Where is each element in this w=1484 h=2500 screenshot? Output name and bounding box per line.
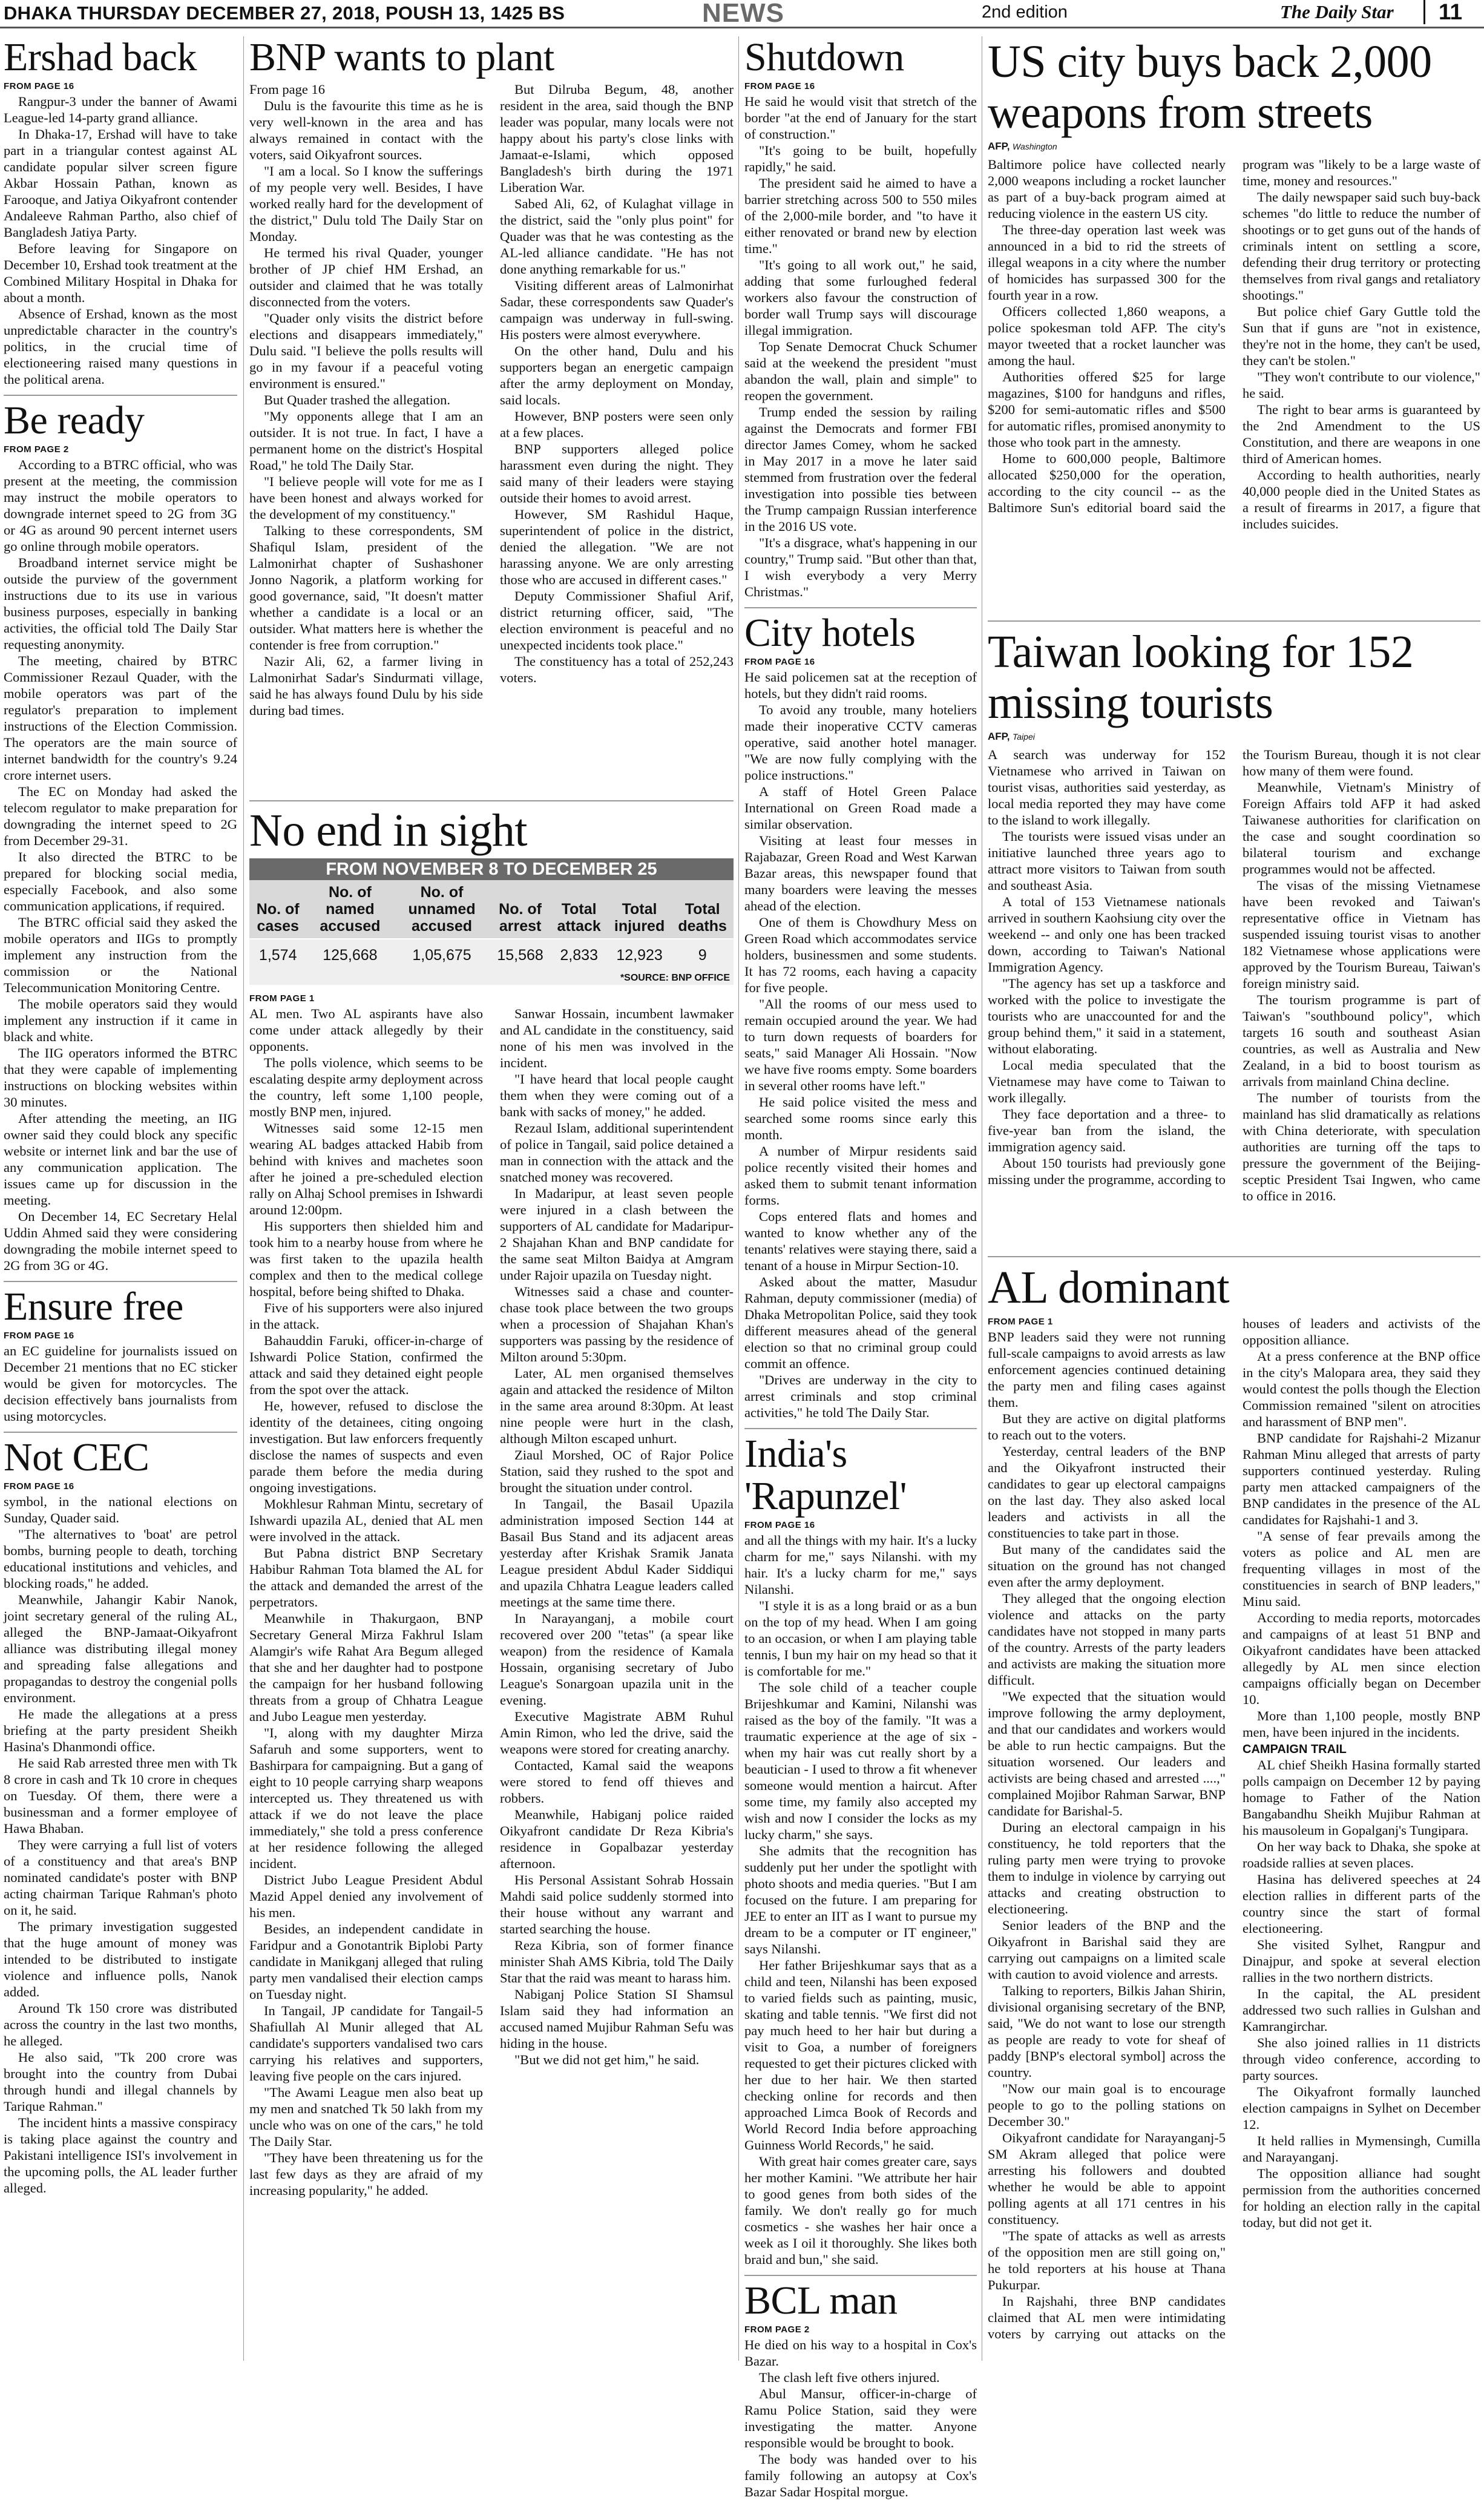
paragraph: A staff of Hotel Green Palace International on Green Road made a similar observation. [744, 784, 977, 832]
paragraph: They alleged that the ongoing election violence and attacks on the party candidates have not stopped in many parts of the country. Arrests of the party leaders and activists are making the situation more difficult. [988, 1591, 1226, 1688]
paragraph: Cops entered flats and homes and wanted to know whether any of the tenants' relatives were staying there, said a tenant of a house in Mirpur Section-10. [744, 1209, 977, 1273]
byline-place: Taipei [1013, 732, 1035, 742]
paragraph: More than 1,100 people, mostly BNP men, have been injured in the incidents. [1243, 1708, 1480, 1740]
paragraph: According to media reports, motorcades and campaigns of at least 51 BNP and Oikyafront candidates have been attacked allegedly by AL men since election campaigns officially began on December 10. [1243, 1610, 1480, 1707]
story-body [988, 156, 1480, 532]
story-taiwan-missing-tourists [988, 627, 1480, 1253]
paragraph: But Quader trashed the allegation. [264, 392, 451, 407]
paragraph: He termed his rival Quader, younger brother of JP chief HM Ershad, an outsider and claimed that he was totally disconnected from the voters. [249, 245, 483, 309]
byline [988, 731, 1480, 743]
paragraph: The opposition alliance had sought permission from the authorities concerned for holding an election rally in the capital today, but did not get it. [1243, 2166, 1480, 2230]
paragraph: The incident hints a massive conspiracy is taking place against the country and Pakistani intelligence ISI's involvement in the upcoming polls, the AL leader further alleged. [4, 2115, 237, 2196]
story-body [4, 93, 237, 387]
story-city-hotels [744, 612, 977, 1421]
paragraph: Sanwar Hossain, incumbent lawmaker and AL candidate in the constituency, said none of his men was involved in the incident. [500, 1006, 734, 1070]
paragraph: Local media speculated that the Vietnamese may have come to Taiwan to work illegally. [988, 1058, 1226, 1105]
paragraph: Ziaul Morshed, OC of Rajor Police Station, said they rushed to the spot and brought the situation under control. [500, 1447, 734, 1495]
table-title: FROM NOVEMBER 8 TO DECEMBER 25 [249, 858, 734, 880]
story-divider [988, 1256, 1480, 1257]
headline: BCL man [744, 2278, 898, 2323]
paragraph: "I, along with my daughter Mirza Safaruh and some supporters, went to Bashirpara for campaigning. But a gang of eight to 10 people carrying sharp weapons intercepted us. They threatened us with attack if we do not leave the place immediately," she told a press conference at her residence following the alleged incident. [249, 1725, 483, 1871]
jump-label: FROM PAGE 16 [744, 657, 815, 667]
jump-label: FROM PAGE 2 [4, 444, 69, 455]
paragraph: She also joined rallies in 11 districts through video conference, according to party sources. [1243, 2035, 1480, 2083]
paragraph: Asked about the matter, Masudur Rahman, deputy commissioner (media) of Dhaka Metropolitan Police, said they took different measures ahead of the general election so that no criminal group could commit an offence. [744, 1274, 977, 1371]
paragraph: Meanwhile, Habiganj police raided Oikyafront candidate Dr Reza Kibria's residence in Gopalbazar yesterday afternoon. [500, 1807, 734, 1871]
paragraph: Deputy Commissioner Shafiul Arif, district returning officer, said, "The election environment is peaceful and no unexpected incidents took place." [500, 588, 734, 653]
byline [988, 140, 1480, 153]
story-divider [4, 395, 237, 396]
paragraph: But they are active on digital platforms to reach out to the voters. [988, 1411, 1226, 1442]
paragraph: Five of his supporters were also injured in the attack. [249, 1300, 483, 1332]
jump-label: FROM PAGE 1 [249, 993, 315, 1004]
paragraph: The Oikyafront formally launched election campaigns in Sylhet on December 12. [1243, 2084, 1480, 2132]
paragraph: "The alternatives to 'boat' are petrol bombs, burning people to death, torching educational institutions and vehicles, and blocking roads," he added. [4, 1527, 237, 1591]
paragraph: But many of the candidates said the situation on the ground has not changed even after the army deployment. [988, 1542, 1226, 1590]
paragraph: The right to bear arms is guaranteed by the 2nd Amendment to the US Constitution, and there are weapons in one third of American homes. [1243, 402, 1480, 466]
paragraph: However, BNP posters were seen only at a few places. [500, 409, 734, 440]
paragraph: BNP leaders said they were not running full-scale campaigns to avoid arrests as law enforcement agencies continued detaining the party men and filing cases against them. [988, 1329, 1226, 1410]
story-divider [744, 2275, 977, 2276]
paragraph: Visiting different areas of Lalmonirhat Sadar, these correspondents saw Quader's campaign was underway in full-swing. His posters were almost everywhere. [500, 278, 734, 342]
headline: Be ready [4, 398, 145, 442]
table-header-row [249, 880, 734, 939]
story-body [249, 81, 734, 719]
paragraph: The EC on Monday had asked the telecom regulator to make preparation for downgrading the internet speed to 2G from December 29-31. [4, 784, 237, 848]
paragraph: With great hair comes greater care, says her mother Kamini. "We attribute her hair to good genes from both sides of the family. We don't really go for much cosmetics - she washes her hair once a week as I oil it thoroughly. She likes both braid and bun," she said. [744, 2154, 977, 2267]
paragraph: In Rajshahi, three BNP candidates claimed that AL men were intimidating voters by carrying out attacks on the houses of leaders and activists of the opposition alliance. [988, 1316, 1480, 2341]
section-label: NEWS [696, 0, 790, 28]
paragraph: The primary investigation suggested that the huge amount of money was intended to be distributed to instigate violence and influence polls, Nanok added. [4, 1919, 237, 1999]
paragraph: The president said he aimed to have a barrier stretching across 500 to 550 miles of the 2,000-mile border, and "to have it either renovated or brand new by election time." [744, 176, 977, 256]
table-source: *SOURCE: BNP OFFICE [249, 972, 734, 985]
table-header-cell: No. of cases [249, 880, 306, 939]
table-header-cell: Total attack [551, 880, 608, 939]
table-value-cell: 2,833 [551, 939, 608, 972]
paragraph: Before leaving for Singapore on December 10, Ershad took treatment at the Combined Military Hospital in Dhaka for about a month. [4, 241, 237, 305]
paragraph: "It's going to be built, hopefully rapidly," he said. [744, 143, 977, 174]
paragraph: The number of tourists from the mainland has slid dramatically as relations with China deteriorate, with speculation authorities are turning off the taps to pressure the government of the Beijing-sceptic President Tsai Ingwen, who came to office in 2016. [1243, 1090, 1480, 1203]
jump-label: FROM PAGE 16 [744, 1520, 815, 1530]
paragraph: He said he would visit that stretch of the border "at the end of January for the start of construction." [744, 94, 977, 142]
paragraph: "We expected that the situation would improve following the army deployment, and that our candidates and workers would be able to run hectic campaigns. But the situation worsened. Our leaders and activists are being chased and arrested ....," complained Mojibor Rahman Sarwar, BNP candidate for Barishal-5. [988, 1689, 1226, 1818]
paragraph: Bahauddin Faruki, officer-in-charge of Ishwardi Police Station, confirmed the attack and said they detained eight people from the spot over the attack. [249, 1333, 483, 1397]
paragraph: Talking to these correspondents, SM Shafiqul Islam, president of the Lalmonirhat chapter of Sushashoner Jonno Nagorik, a platform working for good governance, said, "It doesn't matter whether a candidate is a local or an outsider. What matters here is whether the contender is free from corruption." [249, 523, 483, 653]
paragraph: "The Awami League men also beat up my men and snatched Tk 50 lakh from my uncle who was on one of the cars," he told The Daily Star. [249, 2085, 483, 2149]
story-bcl-man [744, 2280, 977, 2500]
paragraph: Abul Mansur, officer-in-charge of Ramu Police Station, said they were investigating the matter. Anyone responsible would be brought to book. [744, 2386, 977, 2450]
byline-place: Washington [1013, 142, 1057, 151]
story-body [744, 669, 977, 1421]
paragraph: "The agency has set up a taskforce and worked with the police to investigate the tourists who are unaccounted for and the group behind them," it said in a statement, without elaborating. [988, 976, 1226, 1056]
paragraph: Baltimore police have collected nearly 2,000 weapons including a rocket launcher as part of a buy-back program aimed at reducing violence in the eastern US city. [988, 157, 1226, 221]
paragraph: One of them is Chowdhury Mess on Green Road which accommodates service holders, businessmen and some students. It has 72 rooms, each having a capacity for five people. [744, 915, 977, 995]
table-value-cell: 125,668 [306, 939, 393, 972]
paragraph: "They won't contribute to our violence," he said. [1243, 369, 1480, 401]
page-header [0, 0, 1484, 27]
jump-label: FROM PAGE 16 [4, 1331, 74, 1341]
paragraph: They were carrying a full list of voters of a constituency and that area's BNP nominated candidate's poster with BNP acting chairman Tarique Rahman's photo on it, he said. [4, 1837, 237, 1918]
byline-agency: AFP, [988, 731, 1010, 742]
paragraph: However, SM Rashidul Haque, superintendent of police in the district, denied the allegation. "We are not harassing anyone. We are only arresting those who are accused in different cases." [500, 507, 734, 587]
paragraph: "Now our main goal is to encourage people to go to the polling stations on December 30." [988, 2081, 1226, 2129]
paragraph: But Pabna district BNP Secretary Habibur Rahman Tota blamed the AL for the attack and demanded the arrest of the perpetrators. [249, 1545, 483, 1610]
story-body [4, 456, 237, 1274]
paragraph: During an electoral campaign in his constituency, he told reporters that the ruling party men were trying to provoke them to indulge in violence by carrying out attacks and creating obstruction to electioneering. [988, 1820, 1226, 1916]
paragraph: "I have heard that local people caught them when they were coming out of a bank with sacks of money," he added. [500, 1071, 734, 1119]
paragraph: She admits that the recognition has suddenly put her under the spotlight with photo shoots and media queries. "But I am focused on the future. I am preparing for JEE to enter an IIT as I want to pursue my dream to be a computer or IT engineer," says Nilanshi. [744, 1843, 977, 1956]
paragraph: Meanwhile, Vietnam's Ministry of Foreign Affairs told AFP it had asked Taiwanese authorities for clarification on the case and sought coordination so bilateral tourism and exchange programmes would not be affected. [1243, 780, 1480, 877]
paragraph: In Dhaka-17, Ershad will have to take part in a triangular contest against AL candidate popular silver screen figure Akbar Hossain Pathan, known as Farooque, and Jatiya Oikyafront contender Andaleeve Rahman Partho, also chief of Bangladesh Jatiya Party. [4, 127, 237, 240]
story-body [988, 1315, 1480, 2344]
paragraph: The BTRC official said they asked the mobile operators and IIGs to promptly implement any instruction from the commission or the National Telecommunication Monitoring Centre. [4, 915, 237, 995]
story-divider [4, 1281, 237, 1282]
paragraph: Witnesses said some 12-15 men wearing AL badges attacked Habib from behind with knives and machetes soon after he joined a pre-scheduled election rally on Alhaj School premises in Ishwardi around 12:00pm. [249, 1120, 483, 1217]
paragraph: They face deportation and a three- to five-year ban from the island, the immigration agency said. [988, 1107, 1226, 1154]
story-divider [249, 800, 734, 801]
paragraph: He made the allegations at a press briefing at the party president Sheikh Hasina's Dhanmondi office. [4, 1706, 237, 1754]
paragraph: Hasina has delivered speeches at 24 election rallies in different parts of the country since the start of formal electioneering. [1243, 1872, 1480, 1936]
headline: Not CEC [4, 1435, 149, 1479]
paragraph: According to health authorities, nearly 40,000 people died in the United States as a result of firearms in 2017, a figure that includes suicides. [1243, 467, 1480, 531]
paragraph: BNP supporters alleged police harassment even during the night. They said many of their leaders were staying outside their homes to avoid arrest. [500, 441, 734, 505]
column-divider [243, 36, 244, 2361]
page-number: 11 [1423, 0, 1462, 24]
paragraph: "All the rooms of our mess used to remain occupied around the year. We had to turn down requests of boarders for seats," said Manager Ali Hossain. "Now we have five rooms empty. Some boarders in several other rooms have left." [744, 996, 977, 1093]
paragraph: "Drives are underway in the city to arrest criminals and stop criminal activities," he told The Daily Star. [744, 1372, 977, 1420]
paragraph: The tourists were issued visas under an initiative launched three years ago to attract more visitors to Taiwan from south and southeast Asia. [988, 829, 1226, 893]
headline: Taiwan looking for 152 missing tourists [988, 627, 1414, 728]
story-no-end-in-sight [249, 805, 734, 2361]
paragraph: "But we did not get him," he said. [514, 2052, 700, 2067]
paragraph: and all the things with my hair. It's a lucky charm for me," says Nilanshi. with my hair. It's a lucky charm for me," says Nilanshi. [744, 1533, 977, 1597]
paragraph: Meanwhile, Jahangir Kabir Nanok, joint secretary general of the ruling AL, alleged the BNP-Jamaat-Oikyafront alliance was distributing illegal money and spreading false allegations and propagandas to destroy the congenial polls environment. [4, 1592, 237, 1705]
paragraph: He, however, refused to disclose the identity of the detainees, citing ongoing investigation. But law enforcers frequently disclose the names of suspects and even parade them before the media during ongoing investigations. [249, 1398, 483, 1495]
table-value-cell: 1,574 [249, 939, 306, 972]
paragraph: "I am a local. So I know the sufferings of my people very well. Besides, I have worked really hard for the development of the district," Dulu told The Daily Star on Monday. [249, 163, 483, 244]
story-divider [744, 1428, 977, 1429]
paragraph: But Dilruba Begum, 48, another resident in the area, said though the BNP leader was popular, many locals were not happy about his party's close links with Jamaat-e-Islami, which opposed Bangladesh's birth during the 1971 Liberation War. [500, 82, 734, 195]
paragraph: Nabiganj Police Station SI Shamsul Islam said they had information an accused named Mujibur Rahman Sefu was hiding in the house. [500, 1987, 734, 2051]
headline: US city buys back 2,000 weapons from streets [988, 36, 1432, 138]
paragraph: Rezaul Islam, additional superintendent of police in Tangail, said police detained a man in connection with the attack and the snatched money was recovered. [500, 1120, 734, 1185]
paragraph: About 150 tourists had previously gone missing under the programme, according to the Tourism Bureau, though it is not clear how many of them were found. [988, 747, 1480, 1187]
paragraph: On her way back to Dhaka, she spoke at roadside rallies at seven places. [1243, 1839, 1480, 1870]
jump-label: FROM PAGE 2 [744, 2324, 810, 2335]
subhead: CAMPAIGN TRAIL [1243, 1743, 1347, 1756]
paragraph: an EC guideline for journalists issued on December 21 mentions that no EC sticker would be given for motorcycles. The decision effectively bans journalists from using motorcycles. [4, 1343, 237, 1424]
paragraph: According to a BTRC official, who was present at the meeting, the commission may instruct the mobile operators to downgrade internet speed to 2G from 3G or 4G as around 90 percent internet users go online through mobile operators. [4, 457, 237, 554]
paragraph: Visiting at least four messes in Rajabazar, Green Road and West Karwan Bazar areas, this newspaper found that many boarders were leaving the messes ahead of the election. [744, 833, 977, 913]
paragraph: He said police visited the mess and searched some rooms since early this month. [744, 1094, 977, 1142]
story-divider [4, 1432, 237, 1433]
paragraph: "My opponents allege that I am an outsider. It is not true. In fact, I have a permanent home on the district's Hospital Road," he told The Daily Star. [249, 409, 483, 473]
paragraph: He died on his way to a hospital in Cox's Bazar. [744, 2337, 977, 2369]
paragraph: "The spate of attacks as well as arrests of the opposition men are still going on," he told reporters at his house at Thana Pukurpar. [988, 2228, 1226, 2292]
table-header-cell: Total deaths [671, 880, 734, 939]
paragraph: The polls violence, which seems to be escalating despite army deployment across the country, left some 1,100 people, mostly BNP men, injured. [249, 1055, 483, 1119]
paragraph: The visas of the missing Vietnamese have been revoked and Taiwan's representative office in Vietnam has suspended issuing tourist visas to another 182 Vietnamese whose applications were approved by the Tourism Bureau, Taiwan's foreign ministry said. [1243, 878, 1480, 991]
paragraph: The IIG operators informed the BTRC that they were capable of implementing instructions on blocking websites within 30 minutes. [4, 1045, 237, 1110]
story-bnp-wants-to-plant [249, 36, 734, 799]
paragraph: To avoid any trouble, many hoteliers made their inoperative CCTV cameras operative, said another hotel manager. "We are now fully complying with the police instructions." [744, 702, 977, 783]
paragraph: Authorities offered $25 for large magazines, $100 for handguns and rifles, $200 for semi-automatic rifles and $500 for automatic rifles, promised anonymity to those who took part in the amnesty. [988, 369, 1226, 450]
headline: AL dominant [988, 1262, 1230, 1313]
story-divider [744, 607, 977, 608]
paragraph: "I style it is as a long braid or as a bun on the top of my head. When I am going to an occasion, or when I am playing table tennis, I bun my hair on my head so that it is comfortable for me." [744, 1598, 977, 1679]
story-divider [988, 620, 1480, 622]
paragraph: After attending the meeting, an IIG owner said they could block any specific website or internet link and bar the use of any communication application. The issues came up for discussion in the meeting. [4, 1111, 237, 1208]
paragraph: Around Tk 150 crore was distributed across the country in the last two months, he alleged. [4, 2001, 237, 2048]
paragraph: At a press conference at the BNP office in the city's Malopara area, they said they would contest the polls though the Election Commission remained "silent on atrocities and harassment of BNP men". [1243, 1349, 1480, 1429]
headline: No end in sight [249, 805, 528, 856]
paragraph: Home to 600,000 people, Baltimore allocated $250,000 for the operation, according to the city council -- as the Baltimore Sun's editorial board said the program was "likely to be a large waste of time, money and resources." [988, 157, 1480, 515]
headline: City hotels [744, 611, 916, 655]
paragraph: The tourism programme is part of Taiwan's "southbound policy", which targets 16 south and southeast Asian countries, as well as Australia and New Zealand, in a bid to boost tourism as arrivals from mainland China decline. [1243, 992, 1480, 1089]
paragraph: "They have been threatening us for the last few days as they are afraid of my increasing popularity," he added. [249, 2150, 483, 2198]
paragraph: The constituency has a total of 252,243 voters. [500, 654, 734, 685]
paragraph: He said policemen sat at the reception of hotels, but they didn't raid rooms. [744, 669, 977, 701]
paragraph: It also directed the BTRC to be prepared for blocking social media, especially Facebook, and also some communication applications, if required. [4, 849, 237, 913]
story-body [1243, 1757, 1480, 2231]
paragraph: "Quader only visits the district before elections and disappears immediately," Dulu said. "I believe the polls results will go in my favour if a peaceful voting environment is ensured." [249, 311, 483, 391]
paragraph: Senior leaders of the BNP and the Oikyafront in Barishal said they are carrying out campaigns on a limited scale with caution to avoid violence and arrests. [988, 1918, 1226, 1982]
paragraph: AL chief Sheikh Hasina formally started polls campaign on December 12 by paying homage to Father of the Nation Bangabandhu Sheikh Mujibur Rahman at his mausoleum in Gopalganj's Tungipara. [1243, 1757, 1480, 1838]
paragraph: Meanwhile in Thakurgaon, BNP Secretary General Mirza Fakhrul Islam Alamgir's wife Rahat Ara Begum alleged that she and her daughter had to postpone the campaign for her husband following threats from a group of Chhatra League and Jubo League men yesterday. [249, 1611, 483, 1724]
paragraph: Mokhlesur Rahman Mintu, secretary of Ishwardi upazila AL, denied that AL men were involved in the attack. [249, 1496, 483, 1544]
story-ershad-back [4, 36, 237, 387]
table-value-cell: 15,568 [490, 939, 551, 972]
story-indias-rapunzel [744, 1433, 977, 2268]
paragraph: Yesterday, central leaders of the BNP and the Oikyafront instructed their candidates to gear up electoral campaigns on the last day. They also asked local leaders and activists in all the constituencies to take part in those. [988, 1444, 1226, 1541]
paragraph: But police chief Gary Guttle told the Sun that if guns are "not in existence, they're not in the home, they can't be used, they can't be stolen." [1243, 304, 1480, 368]
story-al-dominant [988, 1262, 1480, 2361]
paragraph: Talking to reporters, Bilkis Jahan Shirin, divisional organising secretary of the BNP, said, "We do not want to lose our strength as people are ready to vote for sheaf of paddy [BNP's electoral symbol] across the country. [988, 1983, 1226, 2080]
headline: Ensure free [4, 1285, 183, 1329]
story-ensure-free [4, 1286, 237, 1424]
headline: Shutdown [744, 35, 904, 79]
paragraph: AL men. Two AL aspirants have also come under attack allegedly by their opponents. [249, 1006, 483, 1054]
paragraph: A number of Mirpur residents said police recently visited their homes and asked them to submit tenant information forms. [744, 1143, 977, 1208]
paragraph: She visited Sylhet, Rangpur and Dinajpur, and spoke at several election rallies in the two northern districts. [1243, 1937, 1480, 1985]
table-header-cell: No. of arrest [490, 880, 551, 939]
masthead-logo: The Daily Star [1280, 1, 1394, 22]
paragraph: Sabed Ali, 62, of Kulaghat village in the district, said the "only plus point" for Quader was that he was contesting as the AL-led alliance candidate. "He has not done anything remarkable for us." [500, 196, 734, 277]
paragraph: On December 14, EC Secretary Helal Uddin Ahmed said they were considering downgrading the mobile internet speed to 2G from 3G or 4G. [4, 1209, 237, 1273]
table-header-cell: No. of named accused [306, 880, 393, 939]
edition-label: 2nd edition [982, 2, 1068, 22]
paragraph: A total of 153 Vietnamese nationals arrived in southern Kaohsiung city over the weekend -- and only one has been tracked down, according to Taiwan's National Immigration Agency. [988, 894, 1226, 975]
paragraph: His Personal Assistant Sohrab Hossain Mahdi said police suddenly stormed into their house without any warrant and started searching the house. [500, 1872, 734, 1936]
paragraph: "A sense of fear prevails among the voters as police and AL men are frequenting villages in most of the constituencies in search of BNP leaders," Minu said. [1243, 1528, 1480, 1609]
attack-stats-table [249, 880, 734, 972]
paragraph: Officers collected 1,860 weapons, a police spokesman told AFP. The city's mayor tweeted that a rocket launcher was among the haul. [988, 304, 1226, 368]
story-body [988, 746, 1480, 1204]
paragraph: He also said, "Tk 200 crore was brought into the country from Dubai through hundi and illegal channels by Tarique Rahman." [4, 2050, 237, 2114]
jump-label: FROM PAGE 16 [744, 81, 815, 91]
story-be-ready [4, 400, 237, 1274]
paragraph: The three-day operation last week was announced in a bid to rid the streets of illegal weapons in a city where the number of homicides has surpassed 300 for the fourth year in a row. [988, 222, 1226, 303]
paragraph: A search was underway for 152 Vietnamese who arrived in Taiwan on tourist visas, authorities said yesterday, as local media reported they may have come to the island to work illegally. [988, 747, 1226, 827]
paragraph: Oikyafront candidate for Narayanganj-5 SM Akram alleged that police were arresting his followers and doubted whether he would be able to appoint polling agents at all 171 centres in his constituency. [988, 2130, 1226, 2227]
paragraph: Top Senate Democrat Chuck Schumer said at the weekend the president "must abandon the wall, plain and simple" to reopen the government. [744, 339, 977, 403]
table-value-cell: 9 [671, 939, 734, 972]
story-body [744, 2337, 977, 2500]
paragraph: Reza Kibria, son of former finance minister Shah AMS Kibria, told The Daily Star that the raid was meant to harass him. [500, 1938, 734, 1985]
paragraph: Her father Brijeshkumar says that as a child and teen, Nilanshi has been exposed to varied fields such as painting, music, skating and table tennis. "We first did not pay much heed to her hair but during a visit to Goa, a number of foreigners requested to get their pictures clicked with her due to her hair. We then started checking online for records and then approached Limca Book of Records and World Record India before approaching Guinness World Records," he said. [744, 1958, 977, 2153]
story-body [249, 1005, 734, 2204]
column-1 [4, 36, 237, 2361]
table-header-cell: Total injured [608, 880, 671, 939]
paragraph: In Madaripur, at least seven people were injured in a clash between the supporters of AL candidate for Madaripur-2 Shajahan Khan and BNP candidate for the same seat Milton Baidya at Amgram under Rajoir upazila on Tuesday night. [500, 1186, 734, 1283]
paragraph: District Jubo League President Abdul Mazid Appel denied any involvement of his men. [249, 1872, 483, 1920]
headline: BNP wants to plant [249, 35, 554, 79]
byline-agency: AFP, [988, 140, 1010, 152]
paragraph: Absence of Ershad, known as the most unpredictable character in the country's politics, in the crucial time of electioneering raised many questions in the political arena. [4, 306, 237, 387]
jump-label: FROM PAGE 16 [4, 1481, 74, 1492]
paragraph: It held rallies in Mymensingh, Cumilla and Narayanganj. [1243, 2133, 1480, 2165]
paragraph: Broadband internet service might be outside the purview of the government instructions due to its use in various business purposes, especially in banking activities, the official told The Daily Star requesting anonymity. [4, 555, 237, 652]
story-body [4, 1493, 237, 2196]
dateline: DHAKA THURSDAY DECEMBER 27, 2018, POUSH 13, 1425 BS [4, 2, 565, 24]
paragraph: Besides, an independent candidate in Faridpur and a Gonotantrik Biplobi Party candidate in Manikganj alleged that ruling party men vandalised their election camps on Tuesday night. [249, 1921, 483, 2002]
paragraph: The clash left five others injured. [759, 2370, 940, 2385]
paragraph: His supporters then shielded him and took him to a nearby house from where he was first taken to the upazila health complex and then to the medical college hospital, before being shifted to Dhaka. [249, 1219, 483, 1299]
table-row [249, 939, 734, 972]
table-header-cell: No. of unnamed accused [393, 880, 490, 939]
paragraph: From page 16 [249, 82, 325, 97]
paragraph: In Tangail, JP candidate for Tangail-5 Shafiullah Al Munir alleged that AL candidate's supporters vandalised two cars carrying his relatives and supporters, leaving five people on the cars injured. [249, 2003, 483, 2084]
paragraph: Later, AL men organised themselves again and attacked the residence of Milton in the same area around 8:30pm. At least nine people were hurt in the clash, although Milton escaped unhurt. [500, 1366, 734, 1446]
paragraph: Witnesses said a chase and counter-chase took place between the two groups when a procession of Shajahan Khan's supporters was passing by the residence of Milton around 5:30pm. [500, 1284, 734, 1364]
jump-label: FROM PAGE 16 [4, 81, 74, 91]
column-divider [738, 36, 739, 2361]
paragraph: Nazir Ali, 62, a farmer living in Lalmonirhat Sadar's Sindurmati village, said he has always found Dulu by his side during bad times. [249, 654, 483, 718]
column-4 [744, 35, 977, 2499]
paragraph: Rangpur-3 under the banner of Awami League-led 14-party grand alliance. [4, 94, 237, 125]
paragraph: In the capital, the AL president addressed two such rallies in Gulshan and Kamrangirchar. [1243, 1986, 1480, 2034]
table-value-cell: 12,923 [608, 939, 671, 972]
paragraph: The meeting, chaired by BTRC Commissioner Rezaul Quader, with the mobile operators was part of the regulator's preparation to implement instructions of the Election Commission. The operators are the main source of internet bandwidth for the country's 9.24 crore internet users. [4, 653, 237, 783]
story-body [744, 1532, 977, 2268]
paragraph: The sole child of a teacher couple Brijeshkumar and Kamini, Nilanshi was raised as the boy of the family. "It was a traumatic experience at the age of six - when my hair was cut really short by a beautician - I used to throw a fit whenever someone would mention a haircut. After some time, my family also accepted my wish and now I consider the locks as my lucky charm," she says. [744, 1680, 977, 1842]
stats-table-box [249, 858, 734, 985]
jump-label: FROM PAGE 1 [988, 1317, 1053, 1327]
headline: Ershad back [4, 35, 197, 79]
paragraph: The daily newspaper said such buy-back schemes "do little to reduce the number of shootings or to get guns out of the hands of criminals intent on settling a score, defending their drug territory or protecting themselves from rival gangs and retaliatory shootings." [1243, 189, 1480, 303]
paragraph: On the other hand, Dulu and his supporters began an energetic campaign after the army deployment on Monday, said locals. [500, 343, 734, 407]
story-body [744, 93, 977, 600]
paragraph: "It's a disgrace, what's happening in our country," Trump said. "But other than that, I wish everybody a very Merry Christmas." [744, 535, 977, 599]
paragraph: Contacted, Kamal said the weapons were stored to fend off thieves and robbers. [500, 1758, 734, 1806]
paragraph: BNP candidate for Rajshahi-2 Mizanur Rahman Minu alleged that arrests of party supporters continued yesterday. Ruling party men attacked campaigners of the BNP candidates in the presence of the AL candidates for Rajshahi-1 and 3. [1243, 1430, 1480, 1527]
paragraph: The body was handed over to his family following an autopsy at Cox's Bazar Sadar Hospital morgue. [744, 2452, 977, 2499]
story-shutdown [744, 36, 977, 600]
story-not-cec [4, 1436, 237, 2196]
paragraph: In Tangail, the Basail Upazila administration imposed Section 144 at Basail Bus Stand and its adjacent areas yesterday after Krishak Sramik Janata League president Abdul Kader Siddiqui and upazila Chhatra League leaders called meetings at the same time there. [500, 1496, 734, 1610]
paragraph: In Narayanganj, a mobile court recovered over 200 "tetas" (a spear like weapon) from the residence of Kamala Hossain, organising secretary of Jubo League's Sonargoan upazila unit in the evening. [500, 1611, 734, 1708]
paragraph: Dulu is the favourite this time as he is very well-known in the area and has always remained in contact with the voters, said Oikyafront sources. [249, 98, 483, 162]
paragraph: The mobile operators said they would implement any instruction if it came in black and white. [4, 996, 237, 1044]
paragraph: He said Rab arrested three men with Tk 8 crore in cash and Tk 10 crore in cheques on Tuesday. Of them, there were a businessman and a former employee of Hawa Bhaban. [4, 1755, 237, 1836]
headline: India's 'Rapunzel' [744, 1432, 907, 1518]
story-body [4, 1343, 237, 1424]
story-us-city-buyback [988, 36, 1480, 617]
header-rule [0, 27, 1484, 28]
table-value-cell: 1,05,675 [393, 939, 490, 972]
paragraph: Trump ended the session by railing against the Democrats and former FBI director James Comey, whom he sacked in May 2017 in a move he later said stemmed from frustration over the federal investigation into possible ties between the Trump campaign Russian interference in the 2016 US vote. [744, 404, 977, 534]
paragraph: symbol, in the national elections on Sunday, Quader said. [4, 1494, 237, 1525]
paragraph: "It's going to all work out," he said, adding that some furloughed federal workers also favour the construction of border wall Trump says will discourage illegal immigration. [744, 257, 977, 338]
paragraph: "I believe people will vote for me as I have been honest and always worked for the development of my constituency." [249, 474, 483, 522]
paragraph: Executive Magistrate ABM Ruhul Amin Rimon, who led the drive, said the weapons were stored for creating anarchy. [500, 1709, 734, 1757]
